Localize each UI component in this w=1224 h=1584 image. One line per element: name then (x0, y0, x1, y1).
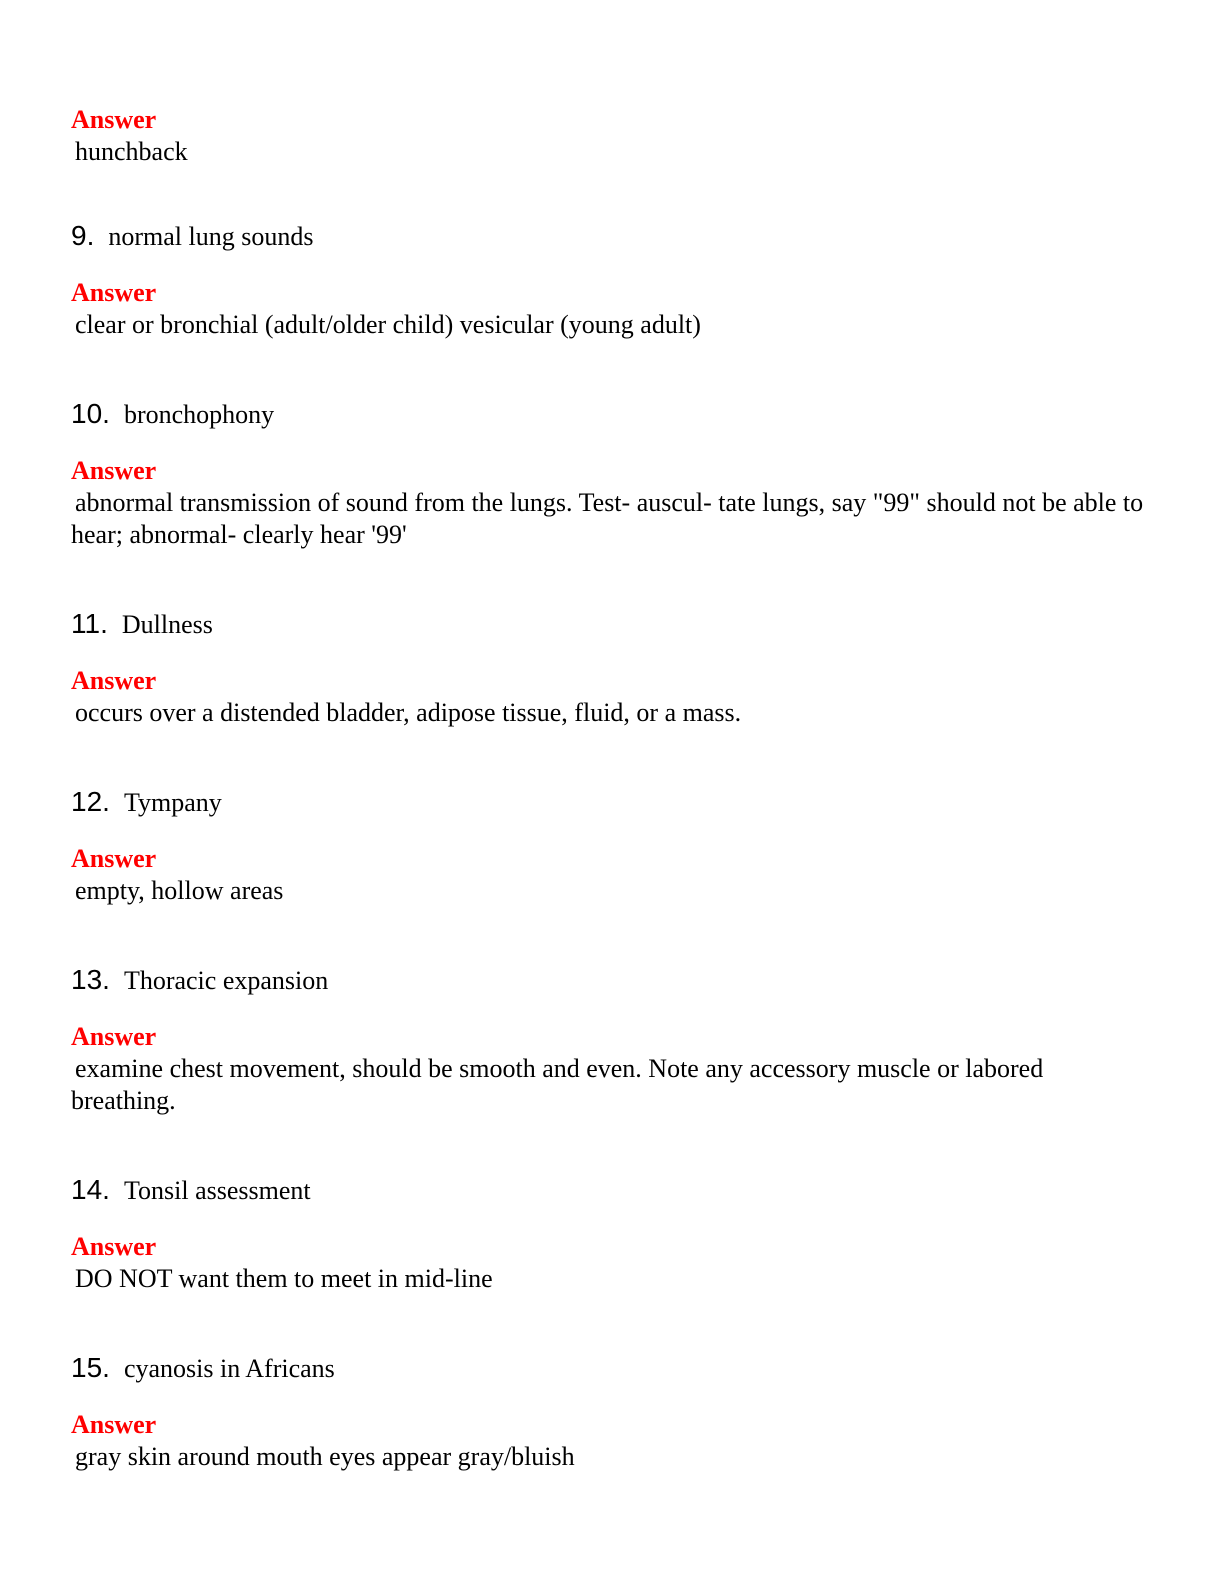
answer-text: abnormal transmission of sound from the lungs. Test- auscul- tate lungs, say "99" should not be able to hear; abnormal- clearly hear '99' (71, 488, 1144, 549)
intro-answer-block (71, 104, 1151, 168)
question-text: Tympany (123, 788, 222, 817)
qa-item-15 (71, 1351, 1151, 1473)
question-line (71, 963, 1151, 997)
qa-item-14 (71, 1173, 1151, 1295)
answer-text: occurs over a distended bladder, adipose tissue, fluid, or a mass. (75, 698, 742, 727)
answer-label: Answer (71, 456, 157, 485)
answer-text: gray skin around mouth eyes appear gray/bluish (75, 1442, 575, 1471)
question-line (71, 219, 1151, 253)
answer-text: DO NOT want them to meet in mid-line (75, 1264, 493, 1293)
qa-item-11 (71, 607, 1151, 729)
question-text: cyanosis in Africans (123, 1354, 335, 1383)
qa-item-12 (71, 785, 1151, 907)
question-line (71, 397, 1151, 431)
answer-label: Answer (71, 278, 157, 307)
question-number: 13. (71, 964, 110, 995)
question-number: 12. (71, 786, 110, 817)
answer-label: Answer (71, 666, 157, 695)
answer-text: clear or bronchial (adult/older child) vesicular (young adult) (75, 310, 701, 339)
answer-label: Answer (71, 1022, 157, 1051)
answer-label: Answer (71, 105, 157, 134)
question-text: Dullness (121, 610, 213, 639)
qa-item-13 (71, 963, 1151, 1117)
answer-label: Answer (71, 1232, 157, 1261)
answer-text: empty, hollow areas (75, 876, 284, 905)
question-line (71, 607, 1151, 641)
question-line (71, 1173, 1151, 1207)
question-text: normal lung sounds (108, 222, 314, 251)
question-number: 14. (71, 1174, 110, 1205)
question-number: 9. (71, 220, 95, 251)
question-number: 10. (71, 398, 110, 429)
question-text: Thoracic expansion (123, 966, 329, 995)
qa-item-10 (71, 397, 1151, 551)
question-number: 11. (71, 608, 108, 639)
question-number: 15. (71, 1352, 110, 1383)
question-text: bronchophony (123, 400, 275, 429)
question-line (71, 1351, 1151, 1385)
answer-text: examine chest movement, should be smooth and even. Note any accessory muscle or labored breathing. (71, 1054, 1044, 1115)
answer-text: hunchback (75, 137, 188, 166)
question-text: Tonsil assessment (123, 1176, 311, 1205)
question-line (71, 785, 1151, 819)
answer-label: Answer (71, 844, 157, 873)
qa-item-9 (71, 219, 1151, 341)
answer-label: Answer (71, 1410, 157, 1439)
